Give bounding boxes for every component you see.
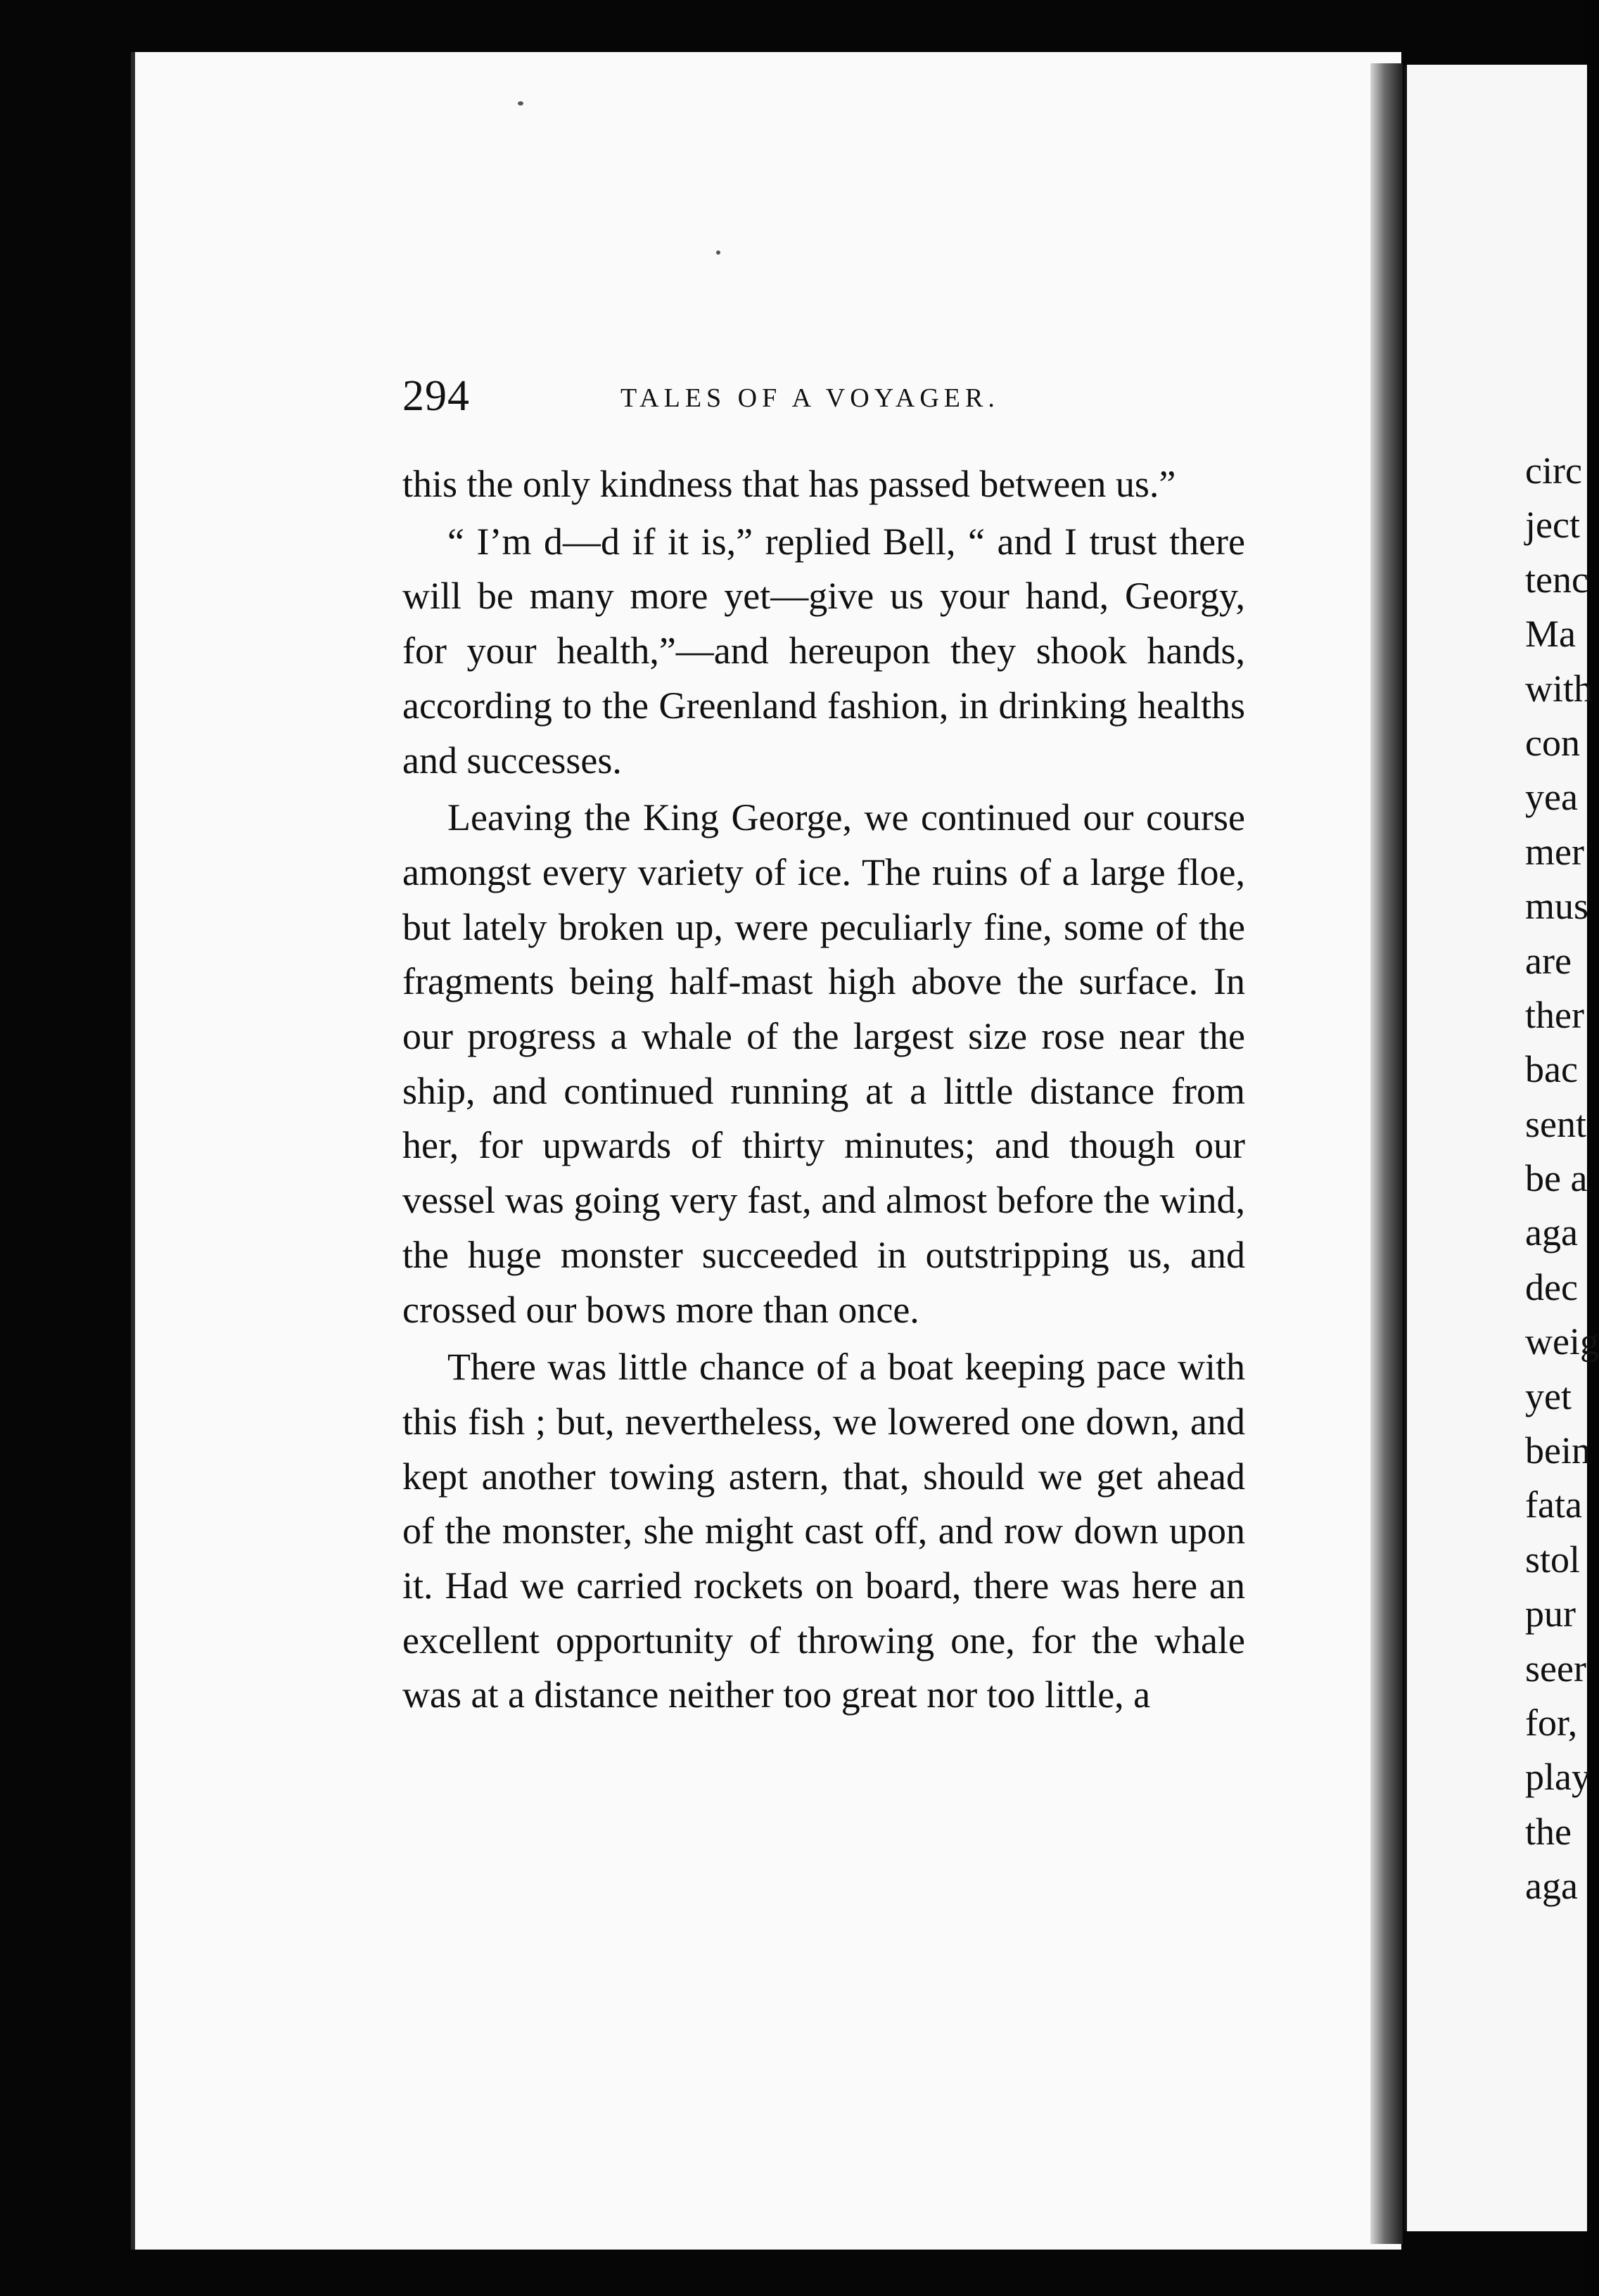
facing-page-line: ther <box>1525 993 1584 1036</box>
facing-page-line: play <box>1525 1756 1591 1799</box>
facing-page-line: tenc <box>1525 558 1588 601</box>
facing-page-line: for, <box>1525 1701 1578 1744</box>
facing-page-line: seer <box>1525 1647 1586 1690</box>
facing-page-line: be a <box>1525 1157 1588 1200</box>
facing-page-line: aga <box>1525 1211 1578 1254</box>
paper-speck <box>518 101 523 106</box>
facing-page-line: with <box>1525 667 1593 710</box>
facing-page-text <box>1525 444 1599 1914</box>
facing-page-line: fata <box>1525 1484 1582 1526</box>
book-gutter <box>1370 63 1403 2244</box>
facing-page-line: pur <box>1525 1593 1576 1635</box>
paper-speck <box>716 250 720 255</box>
facing-page-line: Ma <box>1525 613 1576 656</box>
facing-page-line: aga <box>1525 1865 1578 1908</box>
facing-page-line: the <box>1525 1810 1572 1853</box>
facing-page-line: dec <box>1525 1265 1578 1308</box>
page-header-title: TALES OF A VOYAGER. <box>620 383 1000 413</box>
facing-page-line: mer <box>1525 830 1584 873</box>
paragraph: Leaving the King George, we continued our course amongst every variety of ice. The ruins of a large floe, but lately broken up, were peculiarly fine, some of the fragments being half-mast high above the surface. In our progress a whale of the largest size rose near the ship, and continued running at a little distance from her, for upwards of thirty minutes; and though our vessel was going very fast, and almost before the wind, the huge monster succeeded in outstripping us, and crossed our bows more than once. <box>402 796 1245 1331</box>
facing-page-line: are <box>1525 939 1572 982</box>
paragraph: “ I’m d—d if it is,” replied Bell, “ and I trust there will be many more yet—give us your hand, Georgy, for your health,”—and hereupon they shook hands, according to the Greenland fashion, in drinking healths and successes. <box>402 520 1245 782</box>
facing-page-line: mus <box>1525 885 1589 928</box>
facing-page-line: sent <box>1525 1102 1586 1145</box>
facing-page-line: bac <box>1525 1048 1578 1091</box>
page-number: 294 <box>402 372 470 420</box>
body-text <box>402 457 1245 1723</box>
running-head <box>402 371 1247 435</box>
facing-page-line: yet <box>1525 1375 1572 1417</box>
facing-page-line: con <box>1525 721 1580 764</box>
facing-page-line: stol <box>1525 1538 1581 1581</box>
facing-page-line: ject <box>1525 504 1580 547</box>
facing-page-line: bein <box>1525 1429 1591 1472</box>
paragraph: this the only kindness that has passed between us.” <box>402 463 1176 505</box>
facing-page-line: yea <box>1525 776 1578 819</box>
paragraph: There was little chance of a boat keeping pace with this fish ; but, nevertheless, we lowered one down, and kept another towing astern, that, should we get ahead of the monster, she might cast off, and row down upon it. Had we carried rockets on board, there was here an excellent opportunity of throwing one, for the whale was at a distance neither too great nor too little, a <box>402 1346 1245 1716</box>
facing-page-line: weig <box>1525 1320 1599 1363</box>
facing-page-line: circ <box>1525 449 1582 492</box>
